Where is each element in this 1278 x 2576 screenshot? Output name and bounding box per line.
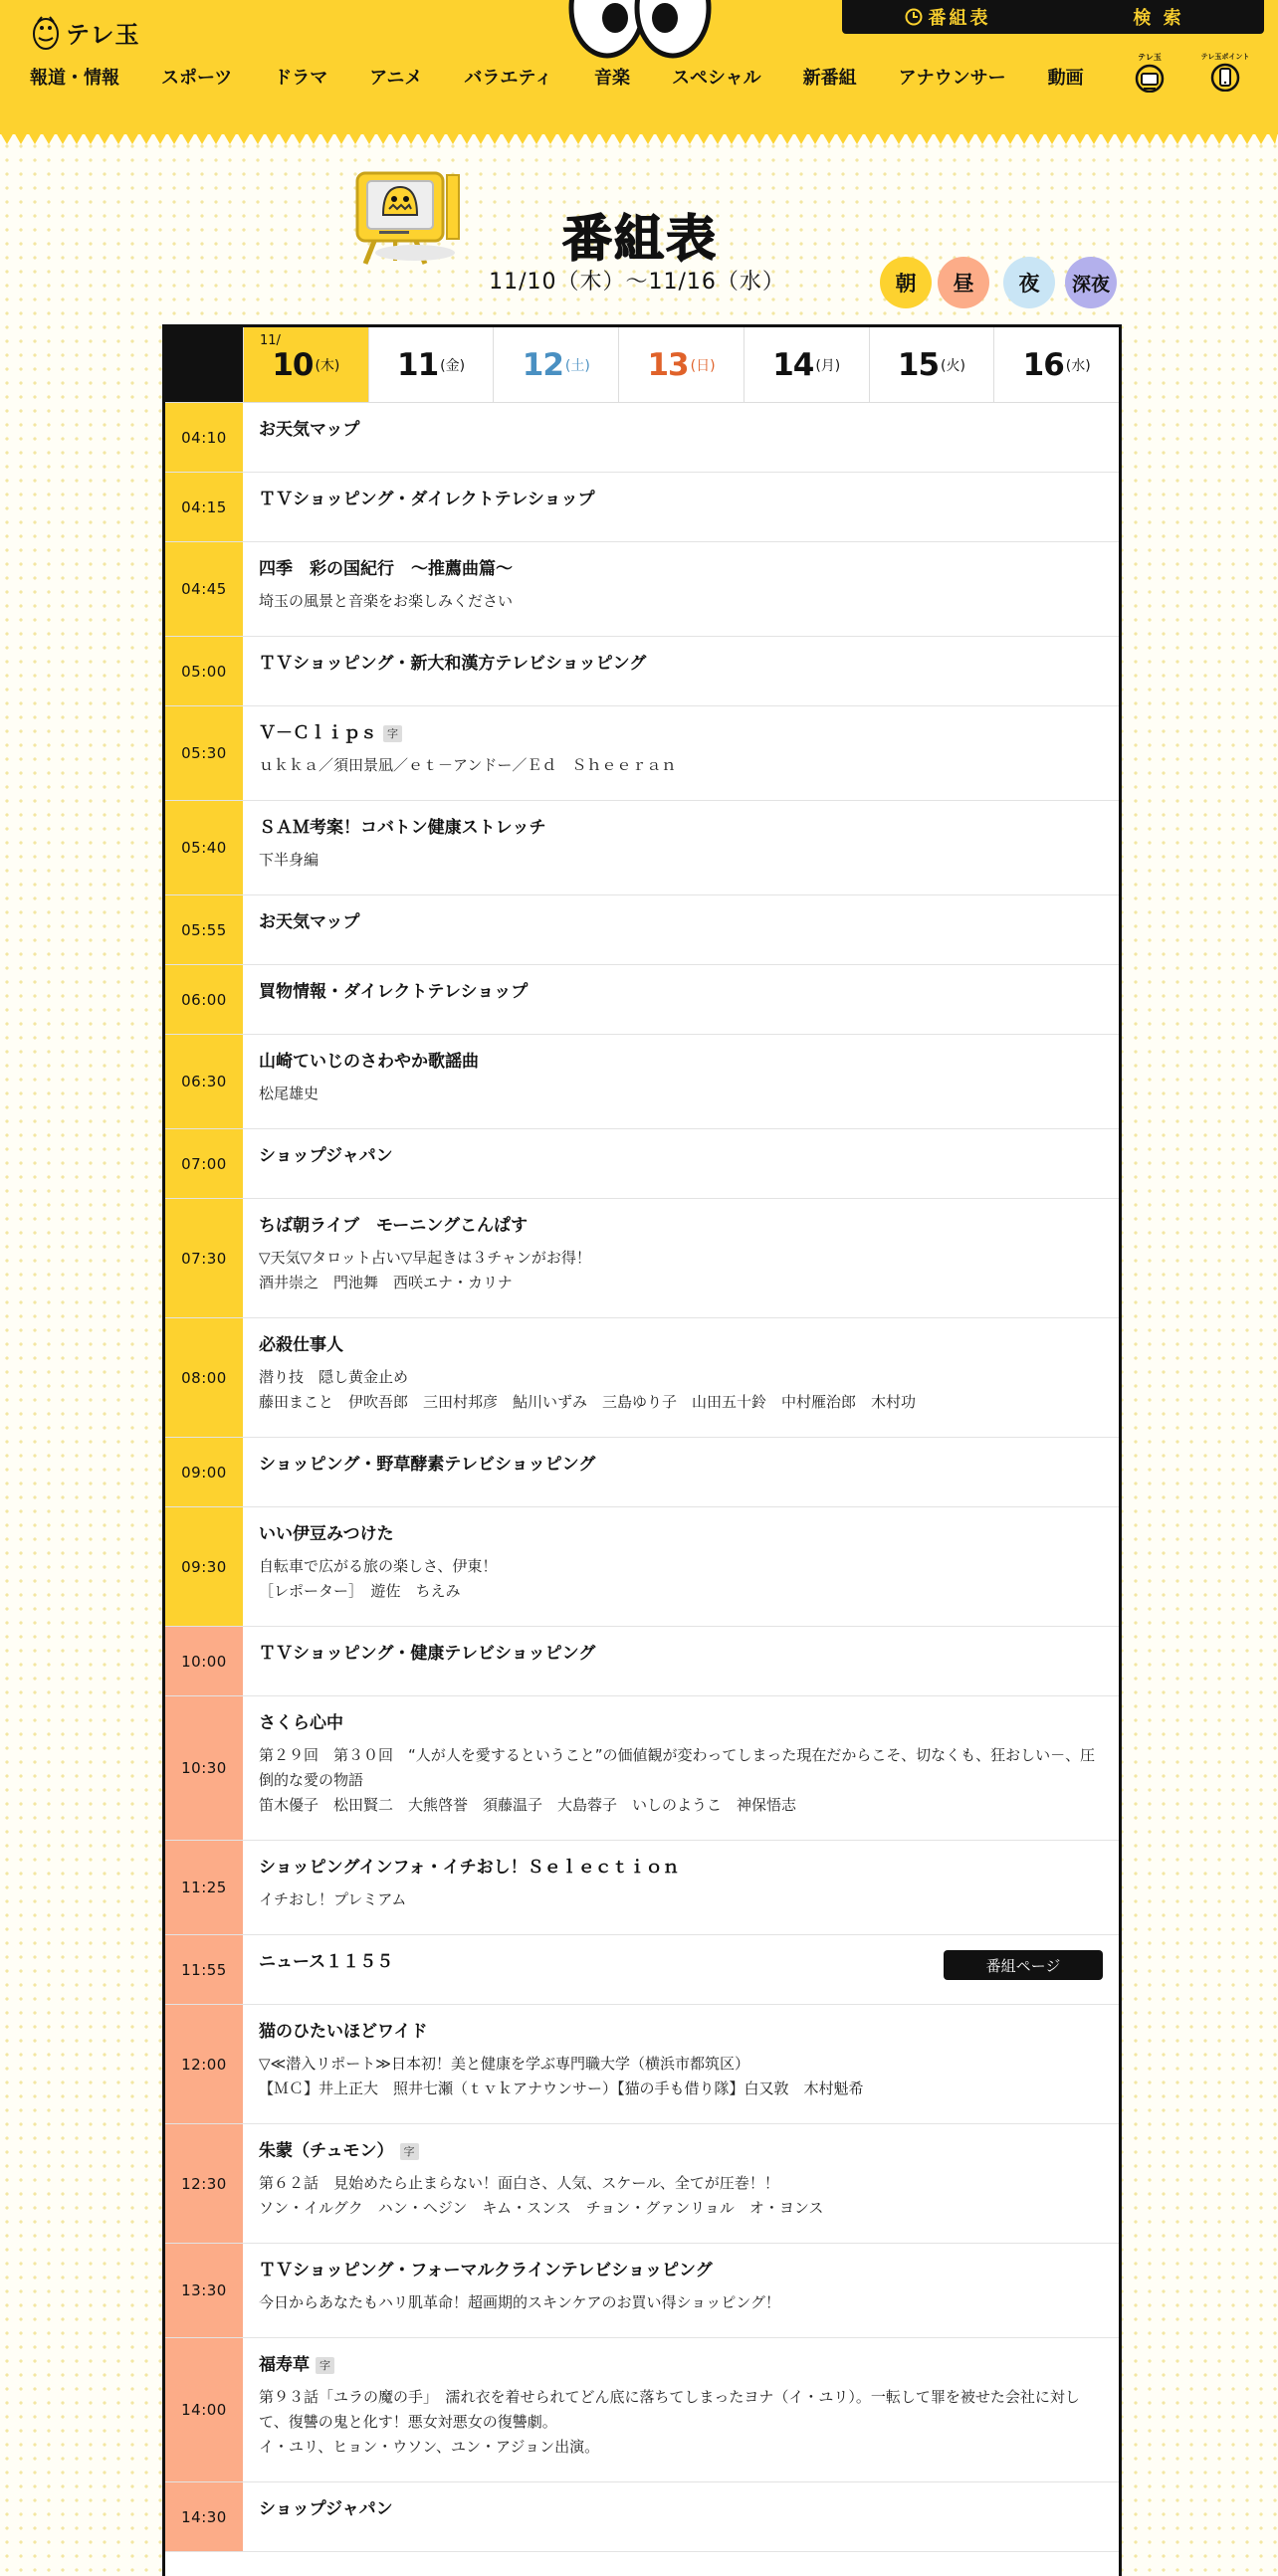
day-weekday: (水) [1065, 357, 1091, 374]
day-number: 14 [772, 346, 814, 383]
program-time: 11:25 [165, 1841, 243, 1934]
program-title[interactable]: ニュース１１５５ [259, 1952, 394, 1972]
program-row[interactable] [165, 2005, 1119, 2124]
program-description [259, 848, 1103, 873]
program-description-line: ソン・イルグク ハン・ヘジン キム・スンス チョン・グァンリョル オ・ヨンス [259, 2199, 824, 2217]
program-title-wrap [259, 1644, 1103, 1664]
nav-music[interactable]: 音楽 [593, 68, 630, 89]
program-row[interactable] [165, 473, 1119, 542]
subtitle-badge-icon: 字 [383, 725, 402, 742]
program-title-wrap [259, 1858, 1103, 1878]
program-title[interactable]: ＴＶショッピング・新大和漢方テレビショッピング [259, 654, 647, 674]
program-title-wrap [259, 1335, 1103, 1355]
program-row[interactable] [165, 1507, 1119, 1627]
logo-text: テレ玉 [66, 20, 140, 49]
program-time: 12:00 [165, 2005, 243, 2123]
program-time: 14:30 [165, 2482, 243, 2551]
program-title-wrap [259, 559, 1103, 579]
day-month-label: 11/ [260, 333, 281, 348]
program-time: 13:30 [165, 2244, 243, 2337]
program-description [259, 1743, 1103, 1818]
program-description [259, 589, 1103, 614]
nav-drama[interactable]: ドラマ [274, 68, 328, 89]
subtitle-badge-icon: 字 [400, 2143, 419, 2160]
program-title[interactable]: ＴＶショッピング・フォーマルクラインテレビショッピング [259, 2261, 713, 2280]
program-title[interactable]: ちば朝ライブ モーニングこんぱす [259, 1216, 528, 1236]
program-title-wrap [259, 420, 1103, 440]
program-title-wrap [259, 1146, 1103, 1166]
day-weekday: (日) [690, 357, 716, 374]
program-title[interactable]: 福寿草 [259, 2355, 310, 2375]
day-number: 16 [1022, 346, 1064, 383]
program-title-wrap [259, 723, 1103, 743]
program-row[interactable] [165, 2482, 1119, 2552]
program-time: 06:30 [165, 1035, 243, 1128]
program-title-wrap [259, 2355, 1103, 2375]
program-title-wrap [259, 1455, 1103, 1475]
teletama-point-link[interactable] [1200, 52, 1250, 99]
program-description-line: ▽天気▽タロット占い▽早起きは３チャンがお得！ [259, 1249, 591, 1267]
site-logo[interactable] [30, 12, 140, 52]
day-number: 11 [397, 346, 439, 383]
nav-anime[interactable]: アニメ [369, 68, 423, 89]
program-description-line: 今日からあなたもハリ肌革命！超画期的スキンケアのお買い得ショッピング！ [259, 2293, 780, 2311]
program-row[interactable] [165, 2244, 1119, 2338]
program-page-button[interactable]: 番組ページ [944, 1950, 1103, 1980]
program-description-line: 埼玉の風景と音楽をお楽しみください [259, 592, 514, 610]
program-title[interactable]: 猫のひたいほどワイド [259, 2022, 428, 2042]
program-row[interactable] [165, 542, 1119, 637]
program-info [243, 1129, 1119, 1198]
program-title[interactable]: 四季 彩の国紀行 ～推薦曲篇～ [259, 559, 513, 579]
teletama-shop-link[interactable] [1129, 52, 1171, 99]
program-row[interactable] [165, 1627, 1119, 1696]
program-row[interactable] [165, 1318, 1119, 1438]
program-time: 14:00 [165, 2338, 243, 2481]
program-row[interactable] [165, 895, 1119, 965]
main-nav [30, 64, 1084, 90]
program-info [243, 801, 1119, 894]
program-info [243, 1035, 1119, 1128]
program-info [243, 542, 1119, 636]
nav-new-programs[interactable]: 新番組 [802, 68, 857, 89]
teletama-point-label: テレ玉ポイント [1200, 53, 1250, 61]
program-info [243, 2005, 1119, 2123]
program-row[interactable] [165, 2338, 1119, 2482]
program-description-line: 藤田まこと 伊吹吾郎 三田村邦彦 鮎川いずみ 三島ゆり子 山田五十鈴 中村雁治郎 木村功 [259, 1393, 917, 1411]
tele-tama-mascot-icon [30, 12, 62, 52]
program-row[interactable] [165, 965, 1119, 1035]
program-title-wrap [259, 2022, 1103, 2042]
program-info [243, 2124, 1119, 2243]
program-title-wrap [259, 490, 1103, 509]
program-time: 06:00 [165, 965, 243, 1034]
program-info [243, 895, 1119, 964]
day-tab-13[interactable] [618, 327, 744, 402]
program-description [259, 2171, 1103, 2221]
day-number: 15 [897, 346, 940, 383]
program-guide-label: 番組表 [928, 8, 991, 29]
program-title[interactable]: 朱蒙（チュモン） [259, 2141, 394, 2161]
program-info [243, 2338, 1119, 2481]
program-time: 04:15 [165, 473, 243, 541]
tod-night-label: 夜 [1018, 272, 1040, 296]
program-title-wrap [259, 654, 1103, 674]
program-row[interactable] [165, 1129, 1119, 1199]
program-title-wrap [259, 818, 1103, 838]
day-weekday: (月) [815, 357, 841, 374]
day-number: 13 [647, 346, 689, 383]
teletama-label: テレ玉 [1138, 53, 1162, 62]
program-description-line: 酒井崇之 門池舞 西咲エナ・カリナ [259, 1274, 513, 1291]
program-title[interactable]: お天気マップ [259, 912, 360, 932]
search-label: 検 索 [1133, 8, 1184, 29]
program-description [259, 1246, 1103, 1295]
day-tab-12[interactable] [493, 327, 618, 402]
tod-late-night-label: 深夜 [1071, 273, 1110, 296]
mascot-eyes-icon [565, 0, 715, 60]
program-time: 05:40 [165, 801, 243, 894]
day-weekday: (金) [440, 357, 466, 374]
day-tab-14[interactable] [744, 327, 869, 402]
program-info [243, 1935, 1119, 2004]
program-description-line: 第６２話 見始めたら止まらない！面白さ、人気、スケール、全てが圧巻！！ [259, 2174, 779, 2192]
day-tab-16[interactable] [993, 327, 1119, 402]
tod-morning-button[interactable] [880, 257, 932, 308]
program-description-line: イチおし！プレミアム [259, 1890, 407, 1908]
program-list [165, 403, 1119, 2552]
program-title[interactable]: ＳＡＭ考案！コバトン健康ストレッチ [259, 818, 546, 838]
day-number: 12 [522, 346, 563, 383]
program-info [243, 2482, 1119, 2551]
program-title[interactable]: ＴＶショッピング・ダイレクトテレショップ [259, 490, 595, 509]
program-description-line: 第９３話「ユラの魔の手」 濡れ衣を着せられてどん底に落ちてしまったヨナ（イ・ユリ）。一転して罪を被せた会社に対して、復讐の鬼と化す！悪女対悪女の復讐劇。 [259, 2388, 1080, 2431]
program-title[interactable]: 必殺仕事人 [259, 1335, 343, 1355]
program-title[interactable]: ショッピングインフォ・イチおし！Ｓｅｌｅｃｔｉｏｎ [259, 1858, 680, 1878]
program-time: 07:00 [165, 1129, 243, 1198]
program-time: 05:55 [165, 895, 243, 964]
program-info [243, 403, 1119, 472]
program-row[interactable] [165, 2124, 1119, 2244]
program-title[interactable]: お天気マップ [259, 420, 360, 440]
tod-late-night-button[interactable] [1065, 257, 1117, 308]
program-time: 05:30 [165, 706, 243, 800]
program-info [243, 1199, 1119, 1317]
program-description-line: 笛木優子 松田賢二 大熊啓誉 須藤温子 大島蓉子 いしのようこ 神保悟志 [259, 1796, 797, 1814]
program-description [259, 1082, 1103, 1106]
program-info [243, 1318, 1119, 1437]
day-weekday: (木) [315, 357, 340, 374]
program-title-wrap [259, 1524, 1103, 1544]
clock-icon [905, 8, 923, 26]
nav-special[interactable]: スペシャル [671, 68, 761, 89]
program-description-line: 下半身編 [259, 851, 320, 869]
program-title[interactable]: さくら心中 [259, 1713, 343, 1733]
program-title[interactable]: ショッピング・野草酵素テレビショッピング [259, 1455, 596, 1475]
program-row[interactable] [165, 801, 1119, 895]
program-description [259, 2385, 1103, 2460]
program-description-line: イ・ユリ、ヒョン・ウソン、ユン・アジョン出演。 [259, 2438, 600, 2456]
program-time: 04:10 [165, 403, 243, 472]
program-title-wrap [259, 1216, 1103, 1236]
program-title[interactable]: いい伊豆みつけた [259, 1524, 394, 1544]
program-title-wrap [259, 2261, 1103, 2280]
program-info [243, 637, 1119, 705]
day-weekday: (火) [941, 357, 965, 374]
program-description-line: 潜り技 隠し黄金止め [259, 1368, 409, 1386]
program-description [259, 1365, 1103, 1415]
tod-daytime-label: 昼 [953, 272, 974, 296]
program-description [259, 2052, 1103, 2101]
program-row[interactable] [165, 1935, 1119, 2005]
program-description [259, 1554, 1103, 1604]
program-time: 12:30 [165, 2124, 243, 2243]
site-header [0, 0, 1278, 134]
header-utility-bar [842, 0, 1264, 34]
program-info [243, 1507, 1119, 1626]
tv-mascot-icon [353, 167, 463, 267]
nav-announcers[interactable]: アナウンサー [898, 68, 1006, 89]
day-number: 10 [272, 346, 314, 383]
program-info [243, 965, 1119, 1034]
day-weekday: (土) [564, 357, 590, 374]
program-title[interactable]: 山崎ていじのさわやか歌謡曲 [259, 1052, 479, 1072]
program-title[interactable]: 買物情報・ダイレクトテレショップ [259, 982, 529, 1002]
program-info [243, 1438, 1119, 1506]
program-info [243, 706, 1119, 800]
program-time: 09:30 [165, 1507, 243, 1626]
program-description [259, 753, 1103, 778]
program-title-wrap [259, 912, 1103, 932]
program-info [243, 1627, 1119, 1695]
program-time: 08:00 [165, 1318, 243, 1437]
program-title[interactable]: ショップジャパン [259, 1146, 393, 1166]
program-description [259, 1887, 1103, 1912]
program-time: 10:00 [165, 1627, 243, 1695]
nav-sports[interactable]: スポーツ [161, 68, 233, 89]
program-description-line: 自転車で広がる旅の楽しさ、伊東！ [259, 1557, 498, 1575]
program-description-line: 松尾雄史 [259, 1085, 320, 1102]
date-range: 11/10（木）〜11/16（水） [489, 270, 785, 295]
program-info [243, 1841, 1119, 1934]
day-tabs-corner [165, 327, 243, 402]
program-description-line: ［レポーター］ 遊佐 ちえみ [259, 1582, 461, 1600]
search-link[interactable] [1053, 4, 1264, 30]
program-row[interactable] [165, 1841, 1119, 1935]
nav-variety[interactable]: バラエティ [464, 68, 552, 89]
program-description-line: 第２９回 第３０回 “人が人を愛するということ”の価値観が変わってしまった現在だからこそ、切なくも、狂おしい－、圧倒的な愛の物語 [259, 1746, 1096, 1789]
program-title[interactable]: Ｖ－Ｃｌｉｐｓ [259, 723, 377, 743]
program-info [243, 2244, 1119, 2337]
program-time: 05:00 [165, 637, 243, 705]
program-time: 07:30 [165, 1199, 243, 1317]
program-description [259, 2290, 1103, 2315]
program-title-wrap [259, 1713, 1103, 1733]
program-title-wrap [259, 1052, 1103, 1072]
teletama-badge-icon [1132, 63, 1168, 93]
day-tab-11[interactable] [368, 327, 494, 402]
program-title-wrap [259, 2141, 1103, 2161]
program-row[interactable] [165, 637, 1119, 706]
tod-morning-label: 朝 [895, 272, 917, 296]
tod-night-button[interactable] [1003, 257, 1055, 308]
program-row[interactable] [165, 403, 1119, 473]
program-description-line: 【ＭＣ】井上正大 照井七瀬（ｔｖｋアナウンサー）【猫の手も借り隊】白又敦 木村魁希 [259, 2080, 864, 2097]
program-schedule [162, 324, 1122, 2576]
program-title[interactable]: ショップジャパン [259, 2499, 393, 2519]
tod-daytime-button[interactable] [938, 257, 989, 308]
program-time: 11:55 [165, 1935, 243, 2004]
day-tabs [165, 327, 1119, 403]
program-info [243, 473, 1119, 541]
nav-news[interactable]: 報道・情報 [30, 68, 119, 89]
program-row[interactable] [165, 1696, 1119, 1841]
header-zigzag-edge [0, 132, 1278, 148]
program-title-wrap [259, 2499, 1103, 2519]
subtitle-badge-icon: 字 [316, 2357, 334, 2374]
program-row[interactable] [165, 1199, 1119, 1318]
program-guide-link[interactable] [842, 4, 1053, 30]
page-title: 番組表 [562, 210, 718, 268]
program-info [243, 1696, 1119, 1840]
program-title-wrap [259, 982, 1103, 1002]
program-description-line: ｕｋｋａ／須田景凪／ｅｔ－アンドー／Ｅｄ Ｓｈｅｅｒａｎ [259, 756, 677, 774]
program-time: 10:30 [165, 1696, 243, 1840]
program-title[interactable]: ＴＶショッピング・健康テレビショッピング [259, 1644, 596, 1664]
program-row[interactable] [165, 1438, 1119, 1507]
program-time: 09:00 [165, 1438, 243, 1506]
program-row[interactable] [165, 706, 1119, 801]
program-description-line: ▽≪潜入リポート≫日本初！美と健康を学ぶ専門職大学（横浜市都筑区） [259, 2055, 749, 2073]
program-row[interactable] [165, 1035, 1119, 1129]
day-tab-15[interactable] [869, 327, 994, 402]
day-tab-10[interactable] [243, 327, 368, 402]
smartphone-badge-icon [1207, 62, 1243, 92]
nav-videos[interactable]: 動画 [1047, 68, 1084, 89]
program-time: 04:45 [165, 542, 243, 636]
